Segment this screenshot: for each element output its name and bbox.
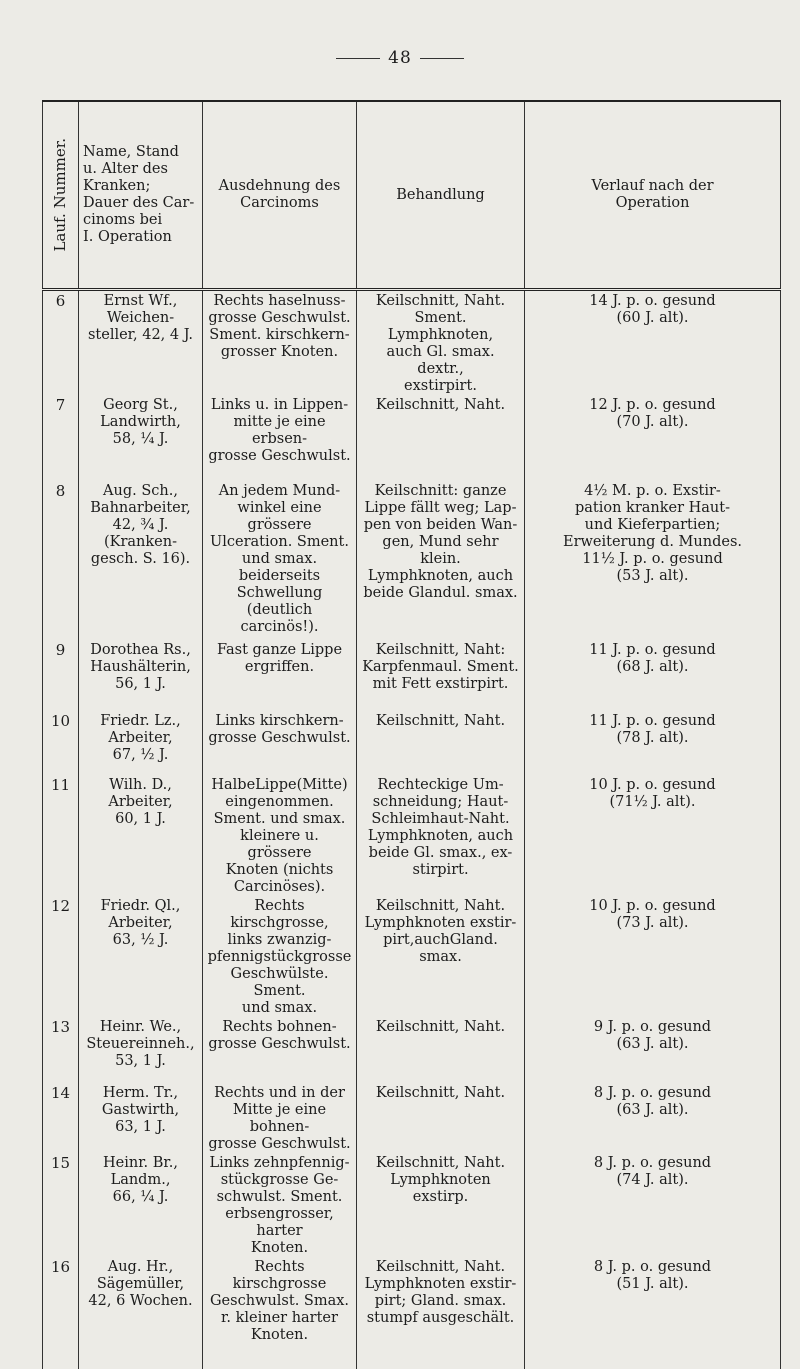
table-row	[43, 481, 781, 640]
case-table	[42, 100, 781, 1369]
ausdehnung-cell: Fast ganze Lippe ergriffen.	[203, 640, 357, 711]
case-number: 11	[43, 775, 79, 896]
ausdehnung-cell: Rechts und in der Mitte je eine bohnen- grosse Geschwulst.	[203, 1083, 357, 1153]
verlauf-cell: 11 J. p. o. gesund (68 J. alt).	[525, 640, 781, 711]
patient-cell: Dorothea Rs., Haushälterin, 56, 1 J.	[79, 640, 203, 711]
header-rule-right	[420, 58, 464, 59]
ausdehnung-cell: Links u. in Lippen- mitte je eine erbsen- grosse Geschwulst.	[203, 395, 357, 481]
table-row	[43, 1257, 781, 1369]
patient-cell: Herm. Tr., Gastwirth, 63, 1 J.	[79, 1083, 203, 1153]
case-number: 15	[43, 1153, 79, 1257]
verlauf-cell: 8 J. p. o. gesund (63 J. alt).	[525, 1083, 781, 1153]
behandlung-cell: Keilschnitt, Naht. Lymphknoten exstir- pirt; Gland. smax. stumpf ausgeschält.	[357, 1257, 525, 1369]
patient-cell: Friedr. Ql., Arbeiter, 63, ½ J.	[79, 896, 203, 1017]
header-rule-left	[336, 58, 380, 59]
behandlung-cell: Keilschnitt, Naht. Sment. Lymphknoten, auch Gl. smax. dextr., exstirpirt.	[357, 290, 525, 396]
case-number: 8	[43, 481, 79, 640]
case-number: 9	[43, 640, 79, 711]
table-row	[43, 1017, 781, 1083]
patient-cell: Friedr. Lz., Arbeiter, 67, ½ J.	[79, 711, 203, 775]
ausdehnung-cell: Rechts haselnuss- grosse Geschwulst. Sment. kirschkern- grosser Knoten.	[203, 290, 357, 396]
case-number: 13	[43, 1017, 79, 1083]
behandlung-cell: Keilschnitt: ganze Lippe fällt weg; Lap- pen von beiden Wan- gen, Mund sehr klein. Lymphknoten, auch beide Glandul. smax.	[357, 481, 525, 640]
case-number: 14	[43, 1083, 79, 1153]
verlauf-cell: 8 J. p. o. gesund (51 J. alt).	[525, 1257, 781, 1369]
verlauf-cell: 4½ M. p. o. Exstir- pation kranker Haut- und Kieferpartien; Erweiterung d. Mundes. 11½ J. p. o. gesund (53 J. alt).	[525, 481, 781, 640]
ausdehnung-cell: Links kirschkern- grosse Geschwulst.	[203, 711, 357, 775]
table-row	[43, 711, 781, 775]
verlauf-cell: 10 J. p. o. gesund (73 J. alt).	[525, 896, 781, 1017]
behandlung-cell: Keilschnitt, Naht.	[357, 395, 525, 481]
behandlung-cell: Keilschnitt, Naht. Lymphknoten exstirp.	[357, 1153, 525, 1257]
table-row	[43, 775, 781, 896]
table-row	[43, 395, 781, 481]
table-row	[43, 896, 781, 1017]
verlauf-cell: 14 J. p. o. gesund (60 J. alt).	[525, 290, 781, 396]
patient-cell: Georg St., Landwirth, 58, ¼ J.	[79, 395, 203, 481]
patient-cell: Aug. Hr., Sägemüller, 42, 6 Wochen.	[79, 1257, 203, 1369]
patient-cell: Ernst Wf., Weichen- steller, 42, 4 J.	[79, 290, 203, 396]
case-number: 10	[43, 711, 79, 775]
behandlung-cell: Keilschnitt, Naht.	[357, 1017, 525, 1083]
page-number: 48	[388, 48, 412, 68]
case-number: 7	[43, 395, 79, 481]
case-number: 16	[43, 1257, 79, 1369]
verlauf-cell: 8 J. p. o. gesund (74 J. alt).	[525, 1153, 781, 1257]
behandlung-cell: Rechteckige Um- schneidung; Haut- Schleimhaut-Naht. Lymphknoten, auch beide Gl. smax., ex- stirpirt.	[357, 775, 525, 896]
verlauf-cell: 10 J. p. o. gesund (71½ J. alt).	[525, 775, 781, 896]
table-row	[43, 640, 781, 711]
verlauf-cell: 9 J. p. o. gesund (63 J. alt).	[525, 1017, 781, 1083]
header-ausdehnung: Ausdehnung des Carcinoms	[203, 101, 357, 290]
case-number: 6	[43, 290, 79, 396]
ausdehnung-cell: Rechts kirschgrosse Geschwulst. Smax. r. kleiner harter Knoten.	[203, 1257, 357, 1369]
header-verlauf: Verlauf nach der Operation	[525, 101, 781, 290]
ausdehnung-cell: HalbeLippe(Mitte) eingenommen. Sment. und smax. kleinere u. grössere Knoten (nichts Carcinöses).	[203, 775, 357, 896]
patient-cell: Heinr. We., Steuereinneh., 53, 1 J.	[79, 1017, 203, 1083]
table-row	[43, 1083, 781, 1153]
header-behandlung: Behandlung	[357, 101, 525, 290]
verlauf-cell: 11 J. p. o. gesund (78 J. alt).	[525, 711, 781, 775]
ausdehnung-cell: An jedem Mund- winkel eine grössere Ulceration. Sment. und smax. beiderseits Schwellung (deutlich carcinös!).	[203, 481, 357, 640]
ausdehnung-cell: Links zehnpfennig- stückgrosse Ge- schwulst. Sment. erbsengrosser, harter Knoten.	[203, 1153, 357, 1257]
behandlung-cell: Keilschnitt, Naht. Lymphknoten exstir- pirt,auchGland. smax.	[357, 896, 525, 1017]
header-lauf-label: Lauf. Nummer.	[52, 138, 69, 252]
header-lauf-nummer	[43, 101, 79, 290]
behandlung-cell: Keilschnitt, Naht: Karpfenmaul. Sment. mit Fett exstirpirt.	[357, 640, 525, 711]
table-body	[43, 290, 781, 1369]
behandlung-cell: Keilschnitt, Naht.	[357, 1083, 525, 1153]
table-row	[43, 290, 781, 396]
behandlung-cell: Keilschnitt, Naht.	[357, 711, 525, 775]
verlauf-cell: 12 J. p. o. gesund (70 J. alt).	[525, 395, 781, 481]
case-number: 12	[43, 896, 79, 1017]
ausdehnung-cell: Rechts bohnen- grosse Geschwulst.	[203, 1017, 357, 1083]
ausdehnung-cell: Rechts kirschgrosse, links zwanzig- pfennigstückgrosse Geschwülste. Sment. und smax.	[203, 896, 357, 1017]
table-row	[43, 1153, 781, 1257]
table-header	[43, 101, 781, 290]
patient-cell: Wilh. D., Arbeiter, 60, 1 J.	[79, 775, 203, 896]
patient-cell: Heinr. Br., Landm., 66, ¼ J.	[79, 1153, 203, 1257]
header-name: Name, Stand u. Alter des Kranken; Dauer des Car- cinoms bei I. Operation	[79, 101, 203, 290]
patient-cell: Aug. Sch., Bahnarbeiter, 42, ¾ J. (Kranken- gesch. S. 16).	[79, 481, 203, 640]
page-header	[0, 48, 800, 68]
